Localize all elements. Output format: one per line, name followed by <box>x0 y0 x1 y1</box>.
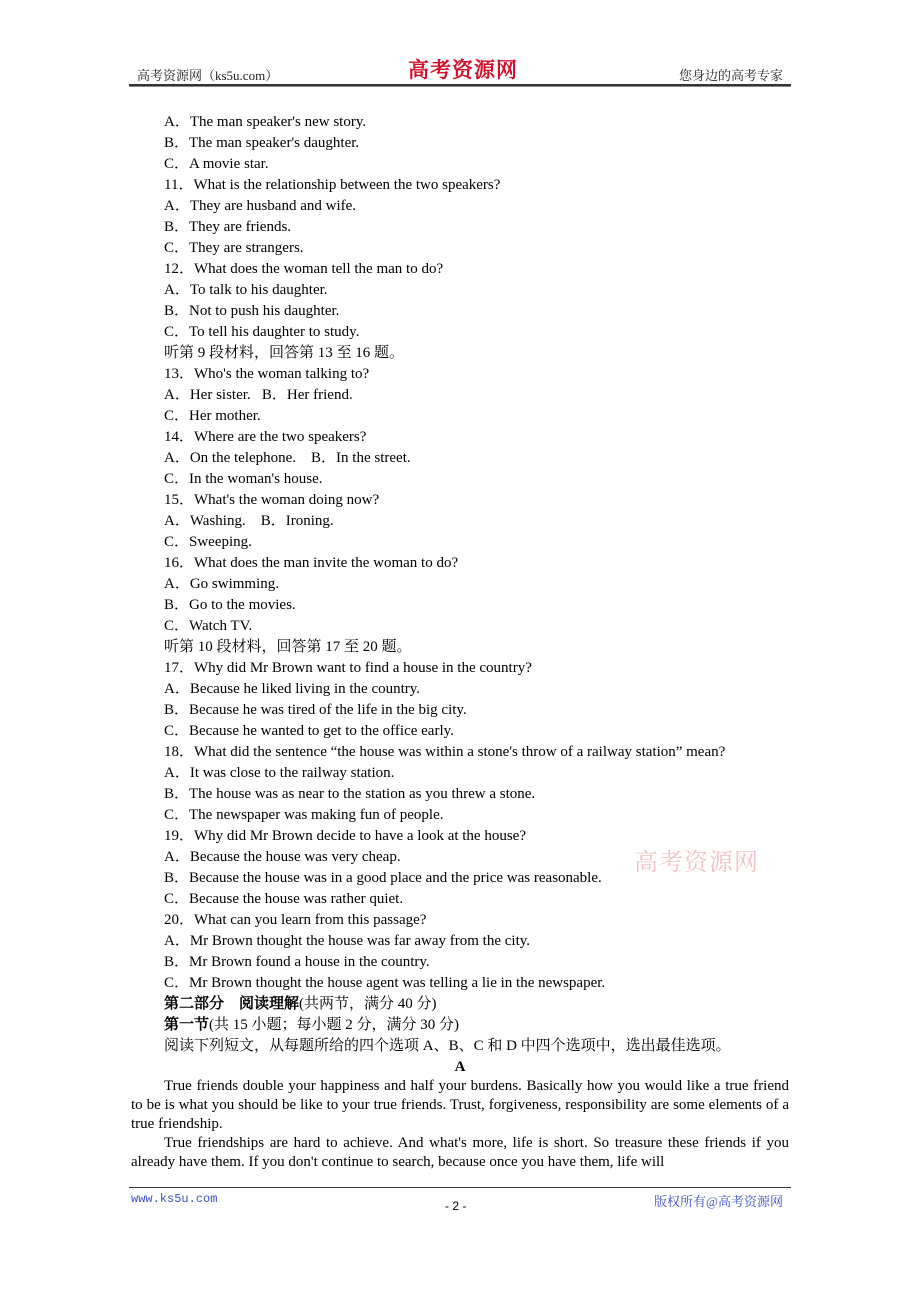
passage-title: A <box>454 1059 466 1075</box>
question-line: 20．What can you learn from this passage? <box>164 912 427 928</box>
question-line: B．They are friends. <box>164 219 292 235</box>
question-line: A．Go swimming. <box>164 576 280 592</box>
question-line: A．The man speaker's new story. <box>164 114 367 130</box>
passage-paragraph: True friendships are hard to achieve. And what's more, life is short. So treasure these friends if you already have them. If you don't continue to search, because once you have them, life will <box>131 1135 789 1170</box>
question-line: 16．What does the man invite the woman to do? <box>164 555 459 571</box>
footer-copyright: 版权所有@高考资源网 <box>654 1194 783 1209</box>
header-slogan: 您身边的高考专家 <box>678 68 783 83</box>
question-line: 14．Where are the two speakers? <box>164 429 367 445</box>
question-line: C．Because he wanted to get to the office early. <box>164 723 454 739</box>
part-heading: 第二部分 阅读理解(共两节，满分 40 分) <box>164 996 437 1012</box>
question-line: B．Mr Brown found a house in the country. <box>164 954 430 970</box>
instruction: 阅读下列短文，从每题所给的四个选项 A、B、C 和 D 中四个选项中，选出最佳选项。 <box>164 1038 731 1054</box>
question-line: B．Because the house was in a good place and the price was reasonable. <box>164 870 602 886</box>
question-line: A．Because he liked living in the country. <box>164 681 421 697</box>
question-line: C．Her mother. <box>164 408 261 424</box>
reading-passage <box>131 1058 789 1172</box>
question-line: 18．What did the sentence “the house was within a stone's throw of a railway station” mean? <box>164 744 726 760</box>
question-line: A．Washing. B．Ironing. <box>164 513 334 529</box>
question-line: 听第 9 段材料，回答第 13 至 16 题。 <box>164 345 405 361</box>
question-line: A．It was close to the railway station. <box>164 765 395 781</box>
question-line: C．In the woman's house. <box>164 471 323 487</box>
question-line: A．On the telephone. B．In the street. <box>164 450 411 466</box>
question-line: 13．Who's the woman talking to? <box>164 366 370 382</box>
passage-paragraph: True friends double your happiness and half your burdens. Basically how you would like a true friend to be is what you should be like to your true friends. Trust, forgiveness, responsibility are some elements of a true friendship. <box>131 1078 789 1132</box>
question-line: 听第 10 段材料，回答第 17 至 20 题。 <box>164 639 412 655</box>
question-line: A．They are husband and wife. <box>164 198 357 214</box>
header-logo: 高考资源网 <box>408 57 518 82</box>
question-line: B．Go to the movies. <box>164 597 296 613</box>
header-site-name: 高考资源网（ks5u.com） <box>137 68 279 83</box>
watermark: 高考资源网 <box>634 850 759 876</box>
question-line: C．Watch TV. <box>164 618 253 634</box>
footer-link[interactable]: www.ks5u.com <box>131 1192 218 1206</box>
question-line: 17．Why did Mr Brown want to find a house in the country? <box>164 660 532 676</box>
question-line: B．Not to push his daughter. <box>164 303 340 319</box>
question-line: C．Mr Brown thought the house agent was telling a lie in the newspaper. <box>164 975 606 991</box>
question-line: A．Mr Brown thought the house was far away from the city. <box>164 933 531 949</box>
question-line: B．The man speaker's daughter. <box>164 135 360 151</box>
question-line: B．The house was as near to the station as you threw a stone. <box>164 786 536 802</box>
footer-divider <box>129 1187 791 1188</box>
question-line: B．Because he was tired of the life in the big city. <box>164 702 467 718</box>
question-line: A．To talk to his daughter. <box>164 282 328 298</box>
question-line: A．Because the house was very cheap. <box>164 849 401 865</box>
question-line: C．The newspaper was making fun of people. <box>164 807 444 823</box>
question-line: C．To tell his daughter to study. <box>164 324 360 340</box>
question-line: C．A movie star. <box>164 156 269 172</box>
question-line: 19．Why did Mr Brown decide to have a look at the house? <box>164 828 526 844</box>
question-line: 12．What does the woman tell the man to do? <box>164 261 444 277</box>
question-line: 11．What is the relationship between the two speakers? <box>164 177 501 193</box>
page-number: - 2 - <box>445 1199 467 1213</box>
question-list <box>164 112 794 1057</box>
question-line: C．Because the house was rather quiet. <box>164 891 404 907</box>
question-line: C．They are strangers. <box>164 240 304 256</box>
question-line: C．Sweeping. <box>164 534 252 550</box>
question-line: A．Her sister. B．Her friend. <box>164 387 353 403</box>
question-line: 15．What's the woman doing now? <box>164 492 380 508</box>
header-divider <box>129 84 791 87</box>
section-heading: 第一节(共 15 小题；每小题 2 分，满分 30 分) <box>164 1017 460 1033</box>
